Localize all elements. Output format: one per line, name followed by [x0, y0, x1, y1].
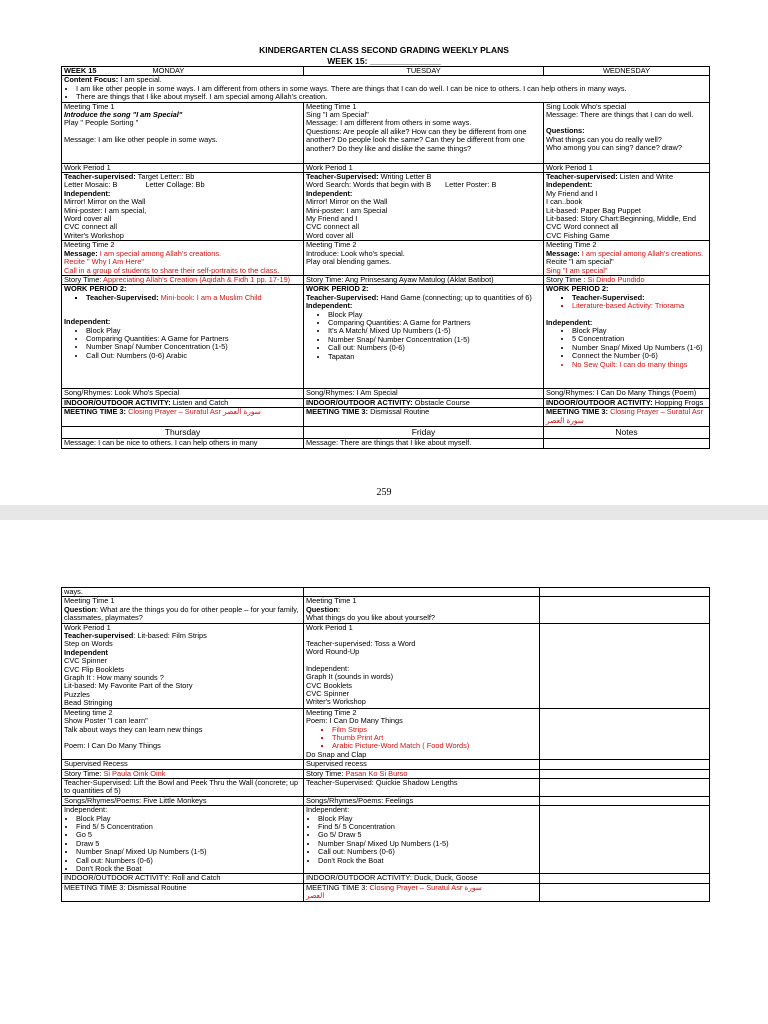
friday-meeting-time-2: [304, 708, 540, 759]
work-period-1-title-row: [62, 163, 710, 172]
meeting-time-3-value: Closing Prayer – Suratul Asr سورة: [369, 883, 482, 892]
friday-recess: Supervised recess: [304, 760, 540, 769]
friday-songs: Songs/Rhymes/Poems: Feelings: [304, 796, 540, 805]
teacher-supervised-list: [64, 294, 301, 302]
monday-meeting-time-3: [62, 408, 304, 427]
activity-line: Lit-based: My Favorite Part of the Story: [64, 681, 193, 691]
sing-line: Sing "I am special": [546, 265, 608, 275]
list-item: • Don't Rock the Boat: [318, 857, 537, 865]
list-item: • Go 5: [76, 831, 301, 839]
document-title: KINDERGARTEN CLASS SECOND GRADING WEEKLY PLANS: [259, 45, 509, 55]
story-label: Story Time :: [546, 275, 588, 284]
list-item: ▪ Arabic Picture-Word Match ( Food Words): [332, 742, 537, 750]
friday-independent: [304, 806, 540, 874]
content-focus-item: • There are things that I like about myself. I am special among Allah's creation.: [76, 93, 707, 101]
cell-title: Meeting Time 2: [306, 708, 357, 717]
independent-list: [64, 327, 301, 361]
question-text: What things do you like about yourself?: [306, 613, 436, 623]
tuesday-meeting-time-3: [304, 408, 544, 427]
message-line: Message: I am different from others in some ways.: [306, 118, 472, 128]
question-label: Question: [64, 604, 97, 614]
list-item: • Number Snap/ Number Concentration (1-5): [86, 343, 301, 351]
cell-title: Work Period 1: [306, 623, 353, 632]
notes-cell: [540, 769, 710, 778]
independent-label: Independent: [64, 647, 108, 657]
activity-line: Poem: I Can Do Many Things: [306, 716, 403, 726]
wednesday-story-time: [544, 275, 710, 284]
teacher-supervised-list: [546, 294, 707, 311]
notes-cell: [540, 806, 710, 874]
teacher-supervised-value: Target Letter:: Bb: [135, 172, 195, 182]
meeting-time-2-row: [62, 241, 710, 276]
thursday-independent: [62, 806, 304, 874]
content-focus-cell: [62, 76, 710, 102]
list-item: • Comparing Quantities: A Game for Partners: [328, 319, 541, 327]
list-item: • Number Snap/ Mixed Up Numbers (1-6): [572, 344, 707, 352]
message-line: Message: I am like other people in some ways.: [64, 134, 218, 144]
independent-list: [64, 815, 301, 874]
monday-story-time: [62, 275, 304, 284]
list-item: • Draw 5: [76, 840, 301, 848]
list-item: • Number Snap/ Mixed Up Numbers (1-5): [76, 848, 301, 856]
wednesday-songs: Song/Rhymes: I Can Do Many Things (Poem): [544, 389, 710, 398]
friday-work-period-1: [304, 623, 540, 708]
independent-list: [306, 311, 541, 361]
document-page-1: [0, 0, 768, 505]
week-line: WEEK 15: _______________: [327, 56, 441, 66]
notes-cell: [540, 623, 710, 708]
teacher-supervised-label: Teacher-Supervised:: [86, 292, 159, 302]
poem-activity-list: [306, 726, 537, 751]
question-label: Question: [306, 604, 339, 614]
friday-meeting-time-1: [304, 597, 540, 623]
meeting-time-3-value: Closing Prayer – Suratul Asr سورة العصر: [126, 407, 261, 417]
indoor-outdoor-row: [62, 874, 710, 883]
list-item: • Don't Rock the Boat: [76, 865, 301, 873]
list-item: • Call out: Numbers (0-6): [328, 344, 541, 352]
indoor-outdoor-value: Listen and Catch: [170, 398, 229, 407]
list-item: • Tapatan: [328, 353, 541, 361]
activity-line: CVC Flip Booklets: [64, 664, 124, 674]
call-line: Call in a group of students to share their self-portraits to the class.: [64, 265, 280, 275]
teacher-supervised-label: Teacher-supervised:: [64, 172, 136, 182]
independent-label: Independent:: [306, 805, 350, 815]
activity-line: Graph It : How many sounds ?: [64, 673, 164, 683]
arabic-text: العصر: [306, 891, 325, 901]
monday-work-period-1-title: Work Period 1: [62, 163, 304, 172]
thursday-message: Message: I can be nice to others. I can help others in many: [62, 439, 304, 448]
cell-title: Meeting Time 2: [306, 240, 357, 250]
teacher-supervised-value: Listen and Write: [617, 172, 674, 182]
independent-label: Independent:: [546, 317, 593, 327]
notes-cell: [540, 883, 710, 901]
questions-label: Questions:: [546, 126, 585, 136]
activity-line: Talk about ways they can learn new things: [64, 724, 203, 734]
recite-line: Recite " Why I Am Here": [64, 257, 144, 267]
list-item: • Comparing Quantities: A Game for Partners: [86, 335, 301, 343]
thursday-work-period-1: [62, 623, 304, 708]
activity-line: CVC Spinner: [306, 689, 350, 699]
content-focus-item: • I am like other people in some ways. I am different from others in some ways. There are things that I can do well. I can be nice to others. I can help others in many ways.: [76, 85, 707, 93]
cell-title: Work Period 1: [64, 623, 111, 632]
notes-header: Notes: [544, 427, 710, 439]
list-item: • Connect the Number (0-6): [572, 352, 707, 360]
teacher-supervised-label: Teacher-supervised: [64, 631, 134, 641]
notes-cell: [540, 597, 710, 623]
activity-line: Letter Poster: B: [445, 180, 497, 190]
cell-title: Meeting time 2: [64, 708, 113, 717]
friday-meeting-time-3: [304, 883, 540, 901]
tuesday-story-time: Story Time: Ang Prinsesang Ayaw Matulog (Aklat Batibot): [304, 275, 544, 284]
notes-cell: [540, 708, 710, 759]
activity-line: My Friend and I: [546, 188, 598, 198]
story-title: Si Paula Oink Oink: [103, 769, 166, 778]
story-time-row: [62, 275, 710, 284]
content-focus-value: I am special.: [120, 75, 162, 85]
independent-label: Independent:: [64, 317, 111, 327]
monday-songs: Song/Rhymes: Look Who's Special: [62, 389, 304, 398]
story-title: Si Dindo Pundido: [587, 275, 645, 284]
thursday-meeting-time-3: MEETING TIME 3: Dismissal Routine: [62, 883, 304, 901]
wednesday-meeting-time-3: [544, 408, 710, 427]
list-item: • Find 5/ 5 Concentration: [318, 823, 537, 831]
notes-cell: [544, 439, 710, 448]
activity-line: CVC Spinner: [64, 656, 108, 666]
thursday-recess: Supervised Recess: [62, 760, 304, 769]
teacher-supervised-label: Teacher-Supervised:: [306, 172, 379, 182]
activity-line: Mirror! Mirror on the Wall: [306, 197, 388, 207]
activity-line: CVC connect all: [64, 222, 117, 232]
page-number: 259: [376, 487, 392, 498]
message-text: I am special among Allah's creations.: [579, 248, 704, 258]
wednesday-meeting-time-1: [544, 102, 710, 163]
activity-line: Writer's Workshop: [306, 697, 366, 707]
activity-line: Mirror! Mirror on the Wall: [64, 197, 146, 207]
list-item: • Block Play: [318, 815, 537, 823]
page-gap: [0, 505, 768, 520]
sing-line: Sing Look Who's special: [546, 102, 627, 111]
activity-line: Lit-based: Paper Bag Puppet: [546, 205, 641, 215]
activity-line: Show Poster "I can learn": [64, 716, 148, 726]
literature-activity: ▪ Literature-based Activity: Triorama: [572, 302, 707, 310]
notes-cell: [540, 778, 710, 796]
list-item: • Block Play: [76, 815, 301, 823]
list-item: • Number Snap/ Number Concentration (1-5): [328, 336, 541, 344]
work-period-2-row: [62, 285, 710, 389]
meeting-time-2-row: [62, 708, 710, 759]
notes-continuation: [540, 588, 710, 597]
independent-row: [62, 806, 710, 874]
question-line: Questions: Are people all alike? How can they be different from one another? Do people look the same? Can they be different from one another? Do they like and dislike the same things?: [306, 126, 527, 153]
independent-label: Independent:: [306, 301, 353, 311]
teacher-supervised-value: : Lit-based: Film Strips: [133, 631, 207, 641]
tuesday-work-period-1: [304, 173, 544, 241]
continuation-row: [62, 588, 710, 597]
activity-line: Puzzles: [64, 689, 90, 699]
song-intro: Introduce the song "I am Special": [64, 110, 183, 120]
activity-line: Word cover all: [64, 214, 112, 224]
question-line: Who among you can sing? dance? draw?: [546, 143, 682, 153]
list-item: • Number Snap/ Mixed Up Numbers (1-5): [318, 840, 537, 848]
weekly-plan-table-page-1: [61, 66, 710, 449]
activity-line: I can..book: [546, 197, 583, 207]
independent-label: Independent:: [306, 663, 350, 673]
monday-meeting-time-2: [62, 241, 304, 276]
thursday-meeting-time-2: [62, 708, 304, 759]
songs-row: [62, 389, 710, 398]
weekly-plan-table-page-2: [61, 587, 710, 902]
cell-title: Meeting Time 1: [306, 102, 357, 111]
cell-title: Meeting Time 2: [64, 240, 115, 250]
list-item: • It's A Match/ Mixed Up Numbers (1-5): [328, 327, 541, 335]
play-line: Play " People Sorting ": [64, 118, 139, 128]
message-row: [62, 439, 710, 448]
friday-header: Friday: [304, 427, 544, 439]
list-item: • Call Out: Numbers (0-6) Arabic: [86, 352, 301, 360]
cell-title: Meeting Time 2: [546, 240, 597, 250]
activity-line: Graph It (sounds in words): [306, 672, 394, 682]
meeting-time-3-value: Dismissal Routine: [368, 407, 430, 417]
story-title: Appreciating Allah's Creation (Aqidah & Fidh 1 pp. 17-19): [103, 275, 291, 284]
meeting-time-3-row: [62, 408, 710, 427]
message-label: Message:: [546, 248, 580, 258]
arabic-text: سورة العصر: [546, 415, 584, 425]
teacher-supervised-value: Hand Game (connecting; up to quantities of 6): [378, 292, 532, 302]
week-monday-header: [62, 67, 304, 76]
songs-row: [62, 796, 710, 805]
list-item: • Go 5/ Draw 5: [318, 831, 537, 839]
content-focus-row: [62, 76, 710, 102]
friday-story-time: [304, 769, 540, 778]
activity-line: CVC Word connect all: [546, 222, 619, 232]
wednesday-work-period-1: [544, 173, 710, 241]
wednesday-meeting-time-2: [544, 241, 710, 276]
friday-message: Message: There are things that I like about myself.: [304, 439, 544, 448]
activity-line: Poem: I Can Do Many Things: [64, 740, 161, 750]
thursday-continuation: ways.: [62, 588, 304, 597]
activity-line: Letter Collage: Bb: [145, 180, 205, 190]
week-label: WEEK 15: [64, 66, 97, 75]
tuesday-work-period-2: [304, 285, 544, 389]
cell-title: Meeting Time 1: [64, 102, 115, 111]
indoor-outdoor-label: INDOOR/OUTDOOR ACTIVITY:: [64, 398, 171, 407]
friday-indoor-outdoor: INDOOR/OUTDOOR ACTIVITY: Duck, Duck, Goose: [304, 874, 540, 883]
story-label: Story Time:: [64, 275, 104, 284]
activity-line: Writer's Workshop: [64, 230, 124, 240]
activity-line: Word Search: Words that begin with B: [306, 180, 432, 190]
monday-work-period-1: [62, 173, 304, 241]
cell-title: Meeting Time 1: [64, 596, 115, 606]
activity-line: Word Round-Up: [306, 647, 360, 657]
question-line: What things can you do really well?: [546, 134, 662, 144]
monday-label: MONDAY: [152, 66, 185, 75]
monday-work-period-2: [62, 285, 304, 389]
friday-teacher-supervised: Teacher-Supervised: Quickie Shadow Lengths: [304, 778, 540, 796]
activity-line: Lit-based: Story Chart:Beginning, Middle, End: [546, 214, 696, 224]
tuesday-indoor-outdoor: [304, 398, 544, 407]
notes-cell: [540, 760, 710, 769]
indoor-outdoor-label: INDOOR/OUTDOOR ACTIVITY:: [546, 398, 653, 407]
independent-label: Independent:: [64, 805, 108, 815]
monday-meeting-time-1: [62, 102, 304, 163]
work-period-2-title: WORK PERIOD 2:: [306, 284, 369, 294]
activity-line: Bead Stringing: [64, 698, 113, 708]
indoor-outdoor-label: INDOOR/OUTDOOR ACTIVITY:: [306, 398, 413, 407]
meeting-time-3-label: MEETING TIME 3:: [306, 407, 369, 417]
activity-line: CVC connect all: [306, 222, 359, 232]
thursday-indoor-outdoor: INDOOR/OUTDOOR ACTIVITY: Roll and Catch: [62, 874, 304, 883]
work-period-1-row: [62, 173, 710, 241]
content-focus-list: [64, 85, 707, 102]
tuesday-meeting-time-1: [304, 102, 544, 163]
meeting-time-3-label: MEETING TIME 3:: [306, 883, 370, 892]
message-line: Message: There are things that I can do well.: [546, 110, 694, 120]
indoor-outdoor-value: Obstacle Course: [412, 398, 470, 407]
independent-list: [306, 815, 537, 865]
thursday-teacher-supervised: Teacher-Supervised: Lift the Bowl and Peek Thru the Wall (concrete; up to quantities of 5): [62, 778, 304, 796]
activity-line: CVC Fishing Game: [546, 230, 610, 240]
friday-continuation: [304, 588, 540, 597]
teacher-supervised-label: ▪ Teacher-Supervised:: [572, 294, 707, 302]
thursday-header: Thursday: [62, 427, 304, 439]
meeting-time-3-label: MEETING TIME 3:: [546, 407, 609, 417]
independent-label: Independent:: [306, 188, 353, 198]
meeting-time-1-row: [62, 102, 710, 163]
question-text: :: [338, 604, 341, 614]
message-label: Message:: [64, 248, 98, 258]
activity-line: Do Snap and Clap: [306, 749, 367, 759]
activity-line: Play oral blending games.: [306, 257, 392, 267]
list-item: • Call out: Numbers (0-6): [318, 848, 537, 856]
notes-cell: [540, 796, 710, 805]
list-item: • Block Play: [86, 327, 301, 335]
message-text: I am special among Allah's creations.: [97, 248, 222, 258]
activity-line: CVC Booklets: [306, 680, 353, 690]
story-label: Story Time:: [64, 769, 104, 778]
thursday-meeting-time-1: [62, 597, 304, 623]
meeting-time-3-label: MEETING TIME 3:: [64, 407, 127, 417]
wednesday-indoor-outdoor: [544, 398, 710, 407]
meeting-time-1-row: [62, 597, 710, 623]
list-item: • Block Play: [328, 311, 541, 319]
list-item: • Call out: Numbers (0-6): [76, 857, 301, 865]
activity-line: Word cover all: [306, 230, 354, 240]
recite-line: Recite "I am special": [546, 257, 614, 267]
list-item: • 5 Concentration: [572, 335, 707, 343]
indoor-outdoor-value: Hopping Frogs: [652, 398, 704, 407]
list-item: • Find 5/ 5 Concentration: [76, 823, 301, 831]
sing-line: Sing "I am Special": [306, 110, 369, 120]
teacher-supervised-value: Mini-book: I am a Muslim Child: [158, 292, 262, 302]
list-item: ▪ Film Strips: [332, 726, 537, 734]
wednesday-work-period-1-title: Work Period 1: [544, 163, 710, 172]
teacher-supervised-value: Writing Letter B: [378, 172, 432, 182]
activity-line: My Friend and I: [306, 214, 358, 224]
wednesday-header: WEDNESDAY: [544, 67, 710, 76]
work-period-2-title: WORK PERIOD 2:: [546, 284, 609, 294]
question-text: : What are the things you do for other people – for your family, classmates, playmates?: [64, 604, 299, 623]
activity-line: Introduce: Look who's special.: [306, 248, 405, 258]
independent-list: [546, 327, 707, 369]
document-page-2: [0, 520, 768, 1024]
thursday-songs: Songs/Rhymes/Poems: Five Little Monkeys: [62, 796, 304, 805]
activity-line: Mini-poster: I am Special: [306, 205, 388, 215]
list-item: • Block Play: [572, 327, 707, 335]
recess-row: [62, 760, 710, 769]
thursday-story-time: [62, 769, 304, 778]
tuesday-meeting-time-2: [304, 241, 544, 276]
activity-line: Mini-poster: I am special,: [64, 205, 147, 215]
list-item: ▪ Thumb Print Art: [332, 734, 537, 742]
story-time-row: [62, 769, 710, 778]
tuesday-header: TUESDAY: [304, 67, 544, 76]
indoor-outdoor-row: [62, 398, 710, 407]
monday-indoor-outdoor: [62, 398, 304, 407]
content-focus-label: Content Focus:: [64, 75, 119, 85]
list-item: • No Sew Quilt: I can do many things: [572, 361, 707, 369]
activity-line: Step on Words: [64, 639, 113, 649]
wednesday-work-period-2: [544, 285, 710, 389]
notes-cell: [540, 874, 710, 883]
independent-label: Independent:: [64, 188, 111, 198]
teacher-supervised-row: [62, 778, 710, 796]
teacher-supervised-line: Teacher-supervised: Toss a Word: [306, 639, 416, 649]
meeting-time-3-value: Closing Prayer – Suratul Asr: [608, 407, 703, 417]
tuesday-work-period-1-title: Work Period 1: [304, 163, 544, 172]
cell-title: Meeting Time 1: [306, 596, 357, 606]
independent-label: Independent:: [546, 180, 593, 190]
tuesday-songs: Song/Rhymes: I Am Special: [304, 389, 544, 398]
teacher-supervised-label: Teacher-Supervised:: [306, 292, 379, 302]
story-title: Pasan Ko Si Burso: [345, 769, 408, 778]
day-header-row: [62, 67, 710, 76]
day-header-row-2: [62, 427, 710, 439]
work-period-1-row: [62, 623, 710, 708]
activity-line: Letter Mosaic: B: [64, 180, 118, 190]
story-label: Story Time:: [306, 769, 346, 778]
work-period-2-title: WORK PERIOD 2:: [64, 284, 127, 294]
teacher-supervised-label: Teacher-supervised:: [546, 172, 618, 182]
meeting-time-3-row: [62, 883, 710, 901]
